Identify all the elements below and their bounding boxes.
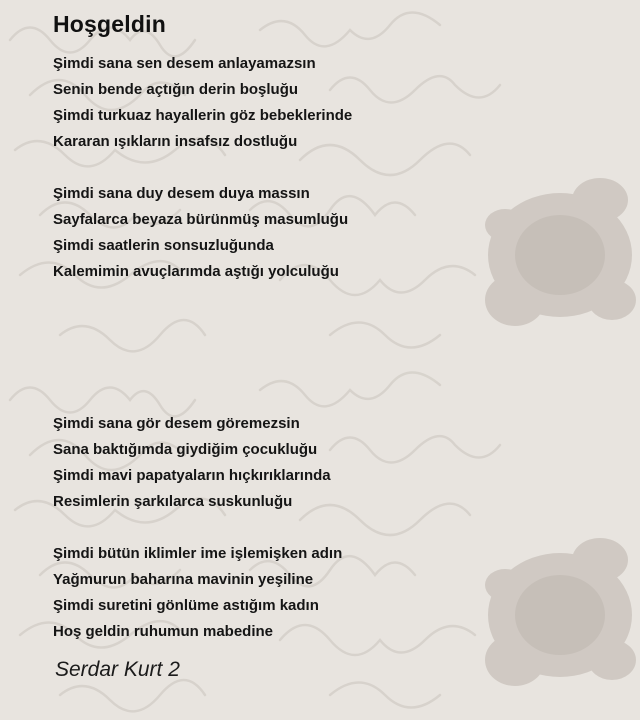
stanza-1 bbox=[53, 51, 352, 155]
poem-line: Şimdi bütün iklimler ime işlemişken adın bbox=[53, 545, 343, 562]
poem-line: Senin bende açtığın derin boşluğu bbox=[53, 81, 299, 98]
poem-title: Hoşgeldin bbox=[53, 11, 166, 37]
poem-line: Kararan ışıkların insafsız dostluğu bbox=[53, 133, 298, 150]
poem-author: Serdar Kurt 2 bbox=[55, 658, 180, 681]
poem-line: Sana baktığımda giydiğim çocukluğu bbox=[53, 441, 318, 458]
poem-line: Hoş geldin ruhumun mabedine bbox=[53, 623, 274, 640]
poem-line: Şimdi saatlerin sonsuzluğunda bbox=[53, 237, 274, 254]
poem-line: Resimlerin şarkılarca suskunluğu bbox=[53, 493, 293, 510]
poem-line: Şimdi sana gör desem göremezsin bbox=[53, 415, 300, 432]
poem-line: Şimdi sana sen desem anlayamazsın bbox=[53, 55, 316, 72]
poem-line: Kalemimin avuçlarımda aştığı yolculuğu bbox=[53, 263, 339, 280]
stanza-2 bbox=[53, 181, 348, 285]
poem-line: Şimdi mavi papatyaların hıçkırıklarında bbox=[53, 467, 331, 484]
poem-line: Sayfalarca beyaza bürünmüş masumluğu bbox=[53, 211, 349, 228]
stanza-3 bbox=[53, 411, 331, 515]
poem-line: Yağmurun baharına mavinin yeşiline bbox=[53, 571, 314, 588]
poem-line: Şimdi suretini gönlüme astığım kadın bbox=[53, 597, 319, 614]
stanza-4 bbox=[53, 541, 342, 645]
poem-line: Şimdi sana duy desem duya massın bbox=[53, 185, 310, 202]
poem-line: Şimdi turkuaz hayallerin göz bebeklerinde bbox=[53, 107, 353, 124]
